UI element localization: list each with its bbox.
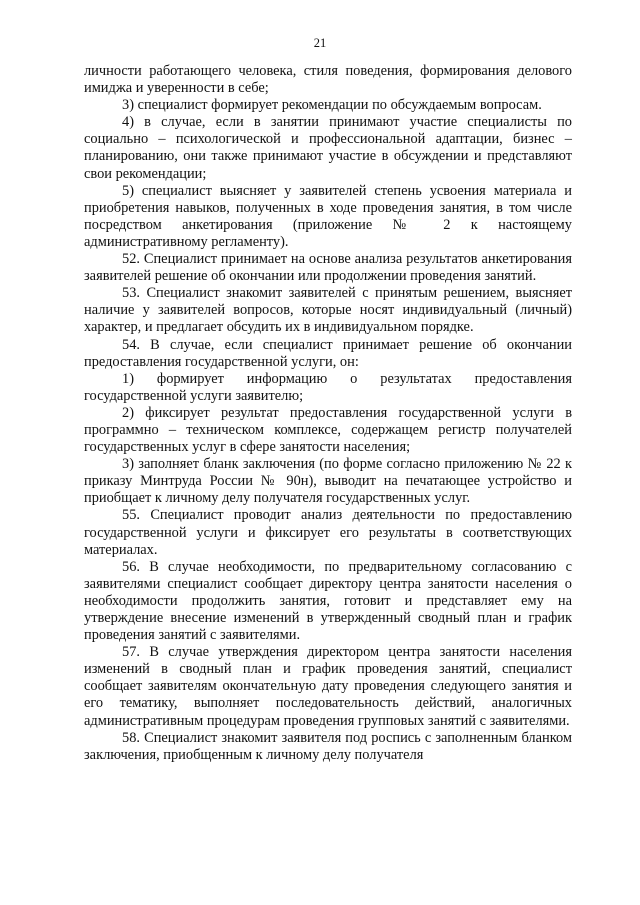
paragraph-55: 55. Специалист проводит анализ деятельности по предоставлению государственной услуги и фиксирует его результаты в соответствующих материалах.	[84, 507, 572, 558]
document-body	[84, 63, 572, 764]
page-number: 21	[313, 36, 327, 50]
paragraph-56: 56. В случае необходимости, по предварительному согласованию с заявителями специалист сообщает директору центра занятости населения о необходимости продолжить занятия, готовит и представляет ему на утверждение внесение изменений в утвержденный сводный план и график проведения занятий с заявителями.	[84, 558, 572, 644]
paragraph-57: 57. В случае утверждения директором центра занятости населения изменений в сводный план и график проведения занятий, специалист сообщает заявителям окончательную дату проведения следующего занятия и его тематику, выполняет последовательность действий, аналогичных административным процедурам проведения групповых занятий с заявителями.	[84, 644, 572, 729]
paragraph-58: 58. Специалист знакомит заявителя под роспись с заполненным бланком заключения, приобщенным к личному делу получателя	[84, 729, 572, 763]
paragraph-54: 54. В случае, если специалист принимает решение об окончании предоставления государственной услуги, он:	[84, 336, 572, 370]
paragraph-54-item-3: 3) заполняет бланк заключения (по форме согласно приложению № 22 к приказу Минтруда России № 90н), выводит на печатающее устройство и приобщает к личному делу получателя государственных услуг.	[84, 456, 572, 507]
paragraph-item-4: 4) в случае, если в занятии принимают участие специалисты по социально – психологической и профессиональной адаптации, бизнес – планированию, они также принимают участие в обсуждении и представляют свои рекомендации;	[84, 114, 572, 182]
paragraph-continuation: личности работающего человека, стиля поведения, формирования делового имиджа и уверенности в себе;	[84, 63, 572, 97]
paragraph-item-5: 5) специалист выясняет у заявителей степень усвоения материала и приобретения навыков, полученных в ходе проведения занятия, в том числе посредством анкетирования (приложение № 2 к настоящему административному регламенту).	[84, 182, 572, 250]
paragraph-53: 53. Специалист знакомит заявителей с принятым решением, выясняет наличие у заявителей вопросов, которые носят индивидуальный (личный) характер, и предлагает обсудить их в индивидуальном порядке.	[84, 285, 572, 336]
paragraph-54-item-1: 1) формирует информацию о результатах предоставления государственной услуги заявителю;	[84, 370, 572, 404]
paragraph-52: 52. Специалист принимает на основе анализа результатов анкетирования заявителей решение об окончании или продолжении проведения занятий.	[84, 251, 572, 285]
paragraph-54-item-2: 2) фиксирует результат предоставления государственной услуги в программно – техническом комплексе, содержащем регистр получателей государственных услуг в сфере занятости населения;	[84, 404, 572, 456]
paragraph-item-3: 3) специалист формирует рекомендации по обсуждаемым вопросам.	[122, 97, 542, 114]
